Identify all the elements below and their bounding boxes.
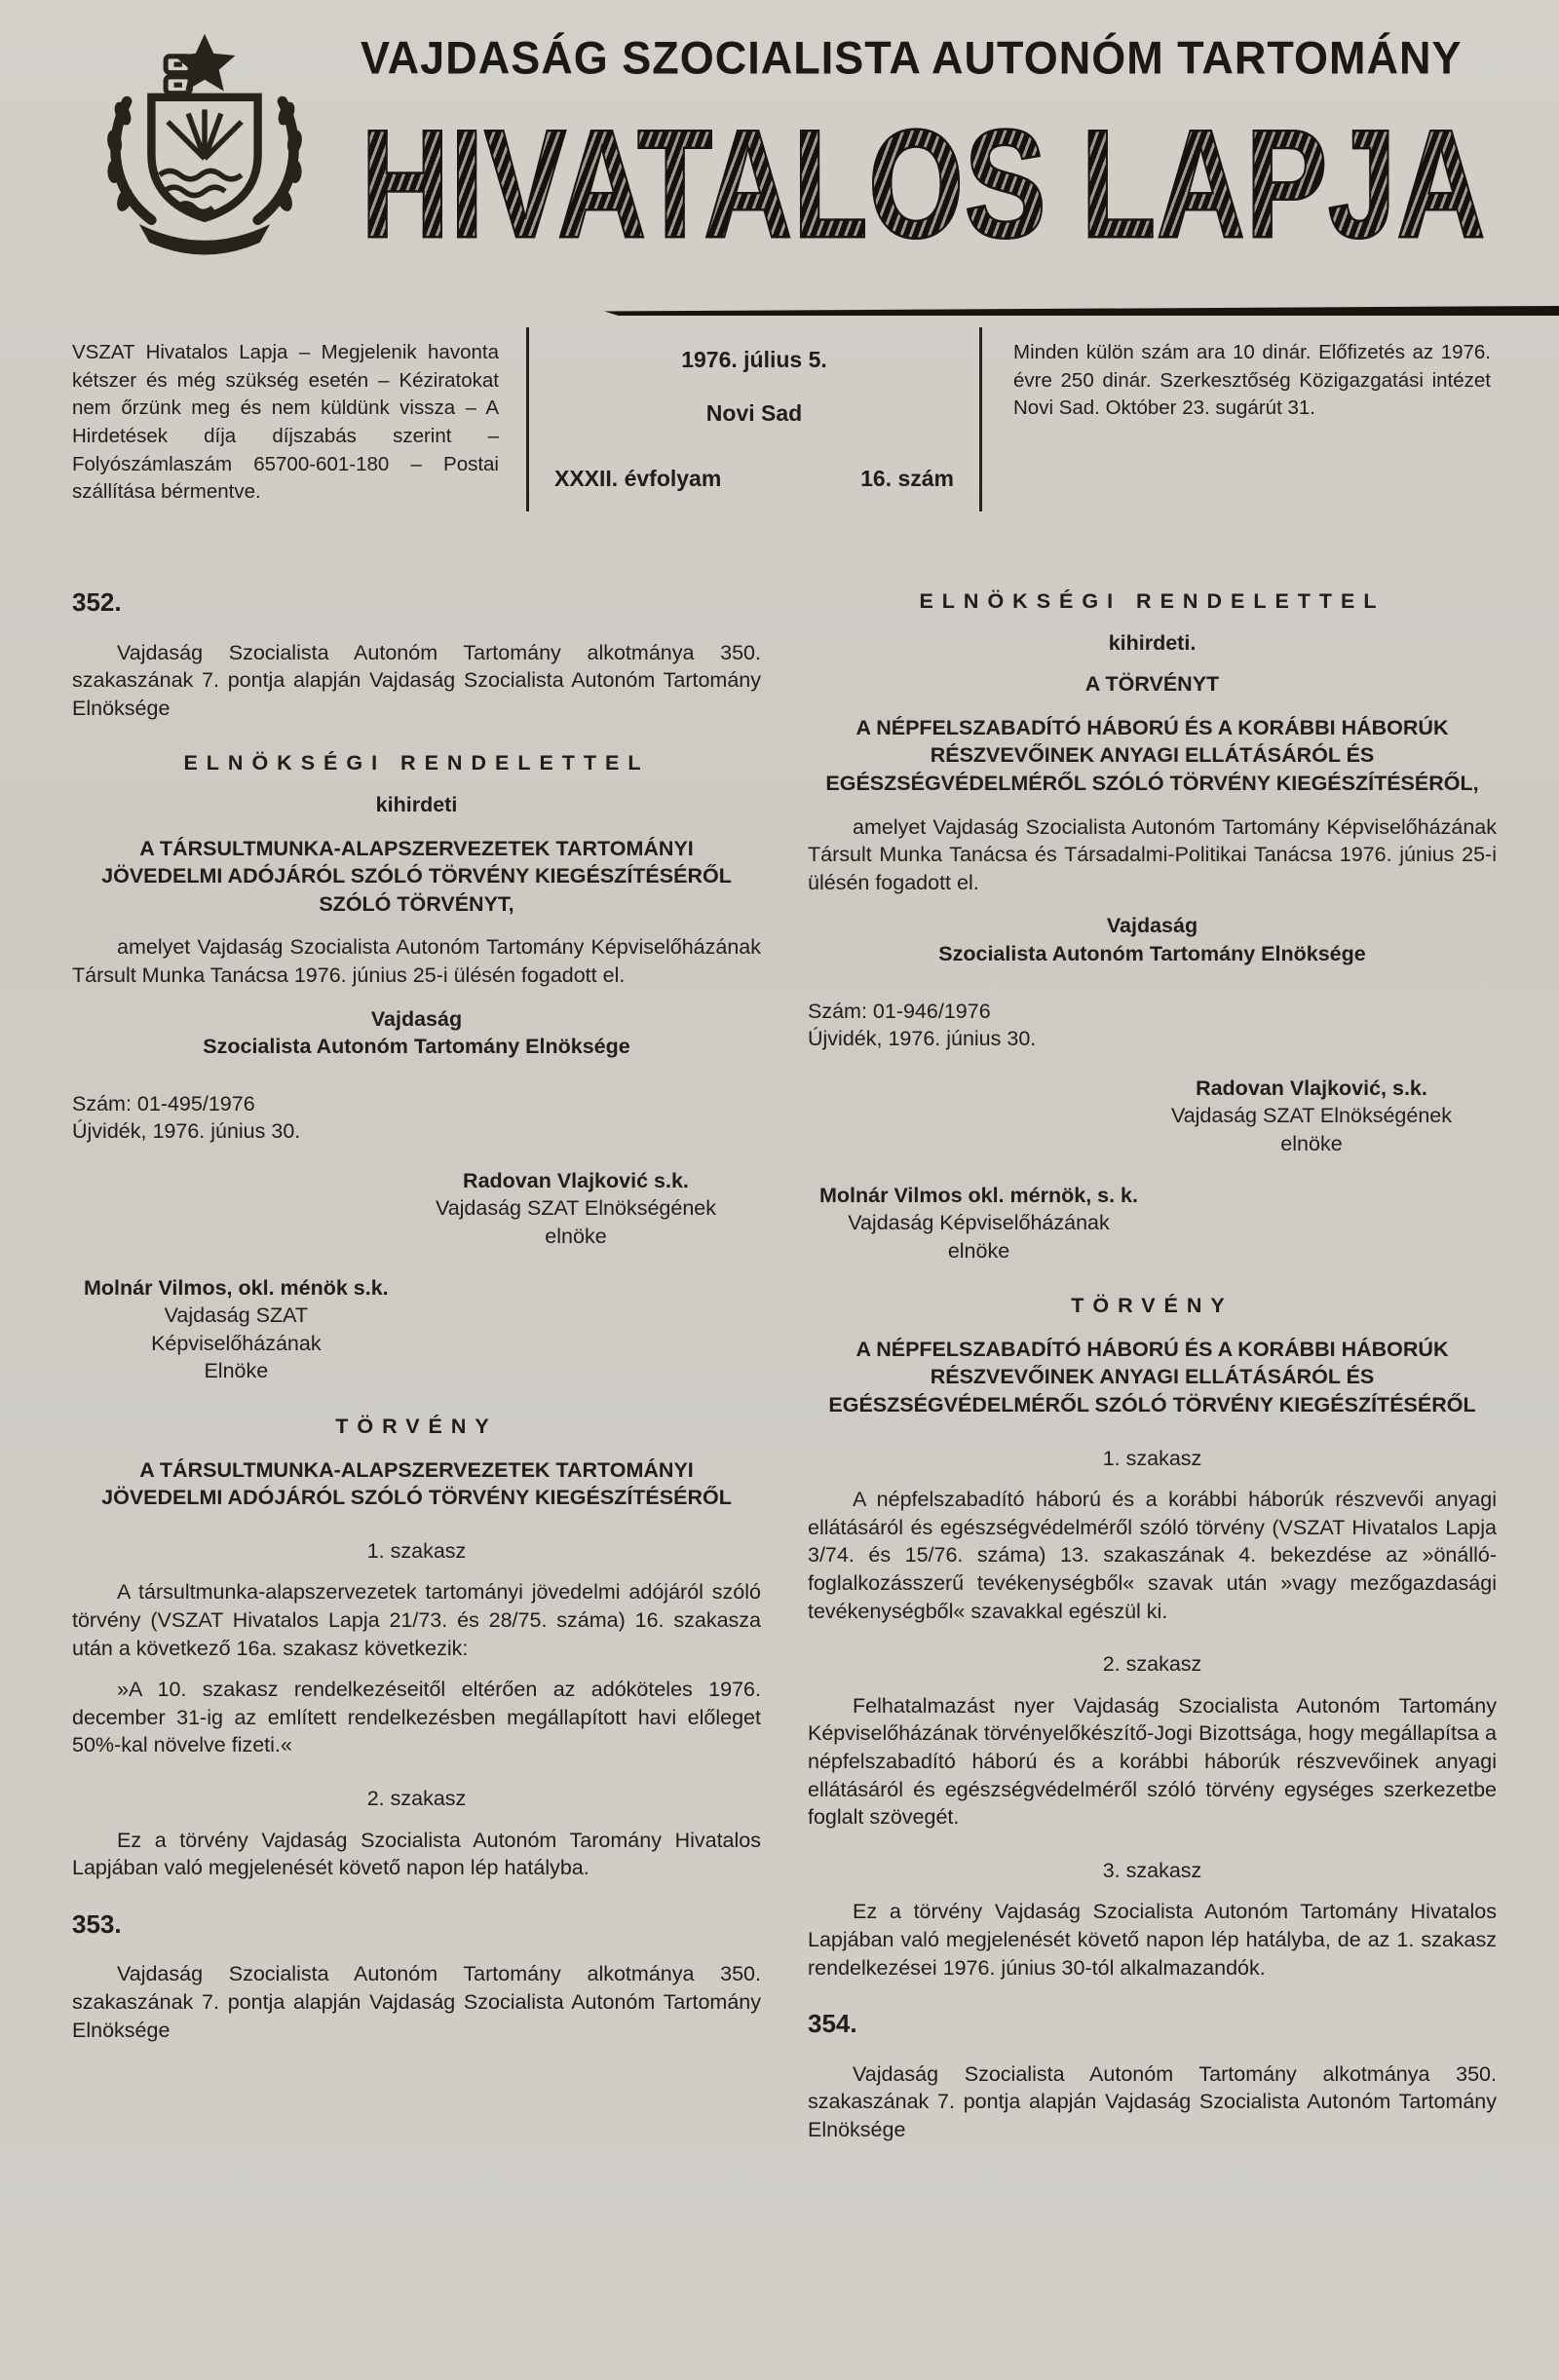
volume-label: XXXII. évfolyam bbox=[554, 466, 722, 491]
reference-block: Szám: 01-946/1976 Újvidék, 1976. június 30. bbox=[808, 999, 1037, 1051]
section-label: 3. szakasz bbox=[1102, 1858, 1202, 1882]
law-title: A TÁRSULTMUNKA-ALAPSZERVEZETEK TARTOMÁNYI JÖVEDELMI ADÓJÁRÓL SZÓLÓ TÖRVÉNY KIEGÉSZÍTÉSÉRŐL SZÓLÓ TÖRVÉNYT, bbox=[101, 836, 732, 916]
signature-block: Molnár Vilmos, okl. ménök s.k. Vajdaság SZAT Képviselőházának Elnöke bbox=[84, 1275, 389, 1383]
volume-issue-row bbox=[554, 466, 954, 492]
right-column bbox=[808, 560, 1497, 2158]
decree-heading: ELNÖKSÉGI RENDELETTEL bbox=[183, 751, 650, 775]
masthead-info bbox=[72, 327, 1491, 511]
issue-date: 1976. július 5. bbox=[681, 347, 827, 372]
law-title: A NÉPFELSZABADÍTÓ HÁBORÚ ÉS A KORÁBBI HÁBORÚK RÉSZVEVŐINEK ANYAGI ELLÁTÁSÁRÓL ÉS EGÉSZSÉGVÉDELMÉRŐL SZÓLÓ TÖRVÉNY KIEGÉSZÍTÉSÉRŐL, bbox=[825, 715, 1479, 795]
law-title-lead: A TÖRVÉNYT bbox=[1084, 672, 1220, 697]
paragraph: amelyet Vajdaság Szocialista Autonóm Tartomány Képviselőházának Társult Munka Tanácsa 1976. június 25-i ülésén fogadott el. bbox=[72, 935, 761, 987]
header-rule bbox=[604, 306, 1559, 316]
paragraph: A társultmunka-alapszervezetek tartományi jövedelmi adójáról szóló törvény (VSZAT Hivatalos Lapja 21/73. és 28/75. száma) 16. szakasza után a következő 16a. szakasz következik: bbox=[72, 1580, 761, 1660]
law-title: A TÁRSULTMUNKA-ALAPSZERVEZETEK TARTOMÁNYI JÖVEDELMI ADÓJÁRÓL SZÓLÓ TÖRVÉNY KIEGÉSZÍTÉSÉRŐL bbox=[101, 1457, 732, 1510]
issue-box bbox=[526, 327, 982, 511]
section-label: 1. szakasz bbox=[1102, 1446, 1202, 1470]
law-heading: TÖRVÉNY bbox=[1071, 1294, 1234, 1318]
section-label: 1. szakasz bbox=[366, 1538, 467, 1563]
paragraph: Vajdaság Szocialista Autonóm Tartomány alkotmánya 350. szakaszának 7. pontja alapján Vajdaság Szocialista Autonóm Tartomány Elnöksége bbox=[72, 640, 761, 720]
signature-block: Radovan Vlajković s.k. Vajdaság SZAT Elnökségének elnöke bbox=[435, 1168, 716, 1249]
reference-block: Szám: 01-495/1976 Újvidék, 1976. június 30. bbox=[72, 1091, 301, 1144]
article-number-354: 354. bbox=[808, 2009, 857, 2039]
decree-heading: ELNÖKSÉGI RENDELETTEL bbox=[919, 589, 1386, 613]
signature-block: Radovan Vlajković, s.k. Vajdaság SZAT Elnökségének elnöke bbox=[1170, 1076, 1452, 1155]
issue-city: Novi Sad bbox=[705, 400, 803, 426]
paragraph: Ez a törvény Vajdaság Szocialista Autonóm Taromány Hivatalos Lapjában való megjelenését követő napon lép hatályba. bbox=[72, 1828, 761, 1880]
section-label: 2. szakasz bbox=[366, 1786, 467, 1810]
paragraph: Ez a törvény Vajdaság Szocialista Autonóm Tartomány Hivatalos Lapjában való megjelenését követő napon lép hatályba, de az 1. szakasz rendelkezései 1976. június 30-tól alkalmazandók. bbox=[808, 1900, 1497, 1980]
article-columns bbox=[0, 560, 1559, 2158]
promulgation-word: kihirdeti bbox=[375, 792, 458, 816]
article-number-353: 353. bbox=[72, 1908, 122, 1939]
left-column bbox=[72, 560, 761, 2158]
issue-number: 16. szám bbox=[860, 466, 954, 491]
paragraph: Vajdaság Szocialista Autonóm Tartomány alkotmánya 350. szakaszának 7. pontja alapján Vajdaság Szocialista Autonóm Tartomány Elnöksége bbox=[808, 2061, 1497, 2141]
article-number-352: 352. bbox=[72, 587, 122, 617]
signature-block: Molnár Vilmos okl. mérnök, s. k. Vajdaság Képviselőházának elnöke bbox=[819, 1183, 1138, 1263]
paragraph: amelyet Vajdaság Szocialista Autonóm Tartomány Képviselőházának Társult Munka Tanácsa és Társadalmi-Politikai Tanácsa 1976. június 25-i ülésén fogadott el. bbox=[808, 814, 1497, 894]
paragraph: Vajdaság Szocialista Autonóm Tartomány alkotmánya 350. szakaszának 7. pontja alapján Vajdaság Szocialista Autonóm Tartomány Elnöksége bbox=[72, 1962, 761, 2042]
coat-of-arms-icon bbox=[82, 25, 327, 259]
issuing-body: Vajdaság Szocialista Autonóm Tartomány Elnöksége bbox=[203, 1006, 630, 1059]
publication-notes: VSZAT Hivatalos Lapja – Megjelenik havonta kétszer és még szükség esetén – Kéziratokat nem őrzünk meg és nem küldünk vissza – A Hirdetések díja díjszabás szerint – Folyószámlaszám 65700-601-180 – Postai szállítása bérmentve. bbox=[72, 341, 499, 504]
paragraph: »A 10. szakasz rendelkezéseitől eltérően az adóköteles 1976. december 31-ig az említett rendelkezésben megállapított havi előleget 50%-kal növelve fizeti.« bbox=[72, 1678, 761, 1757]
issuing-body: Vajdaság Szocialista Autonóm Tartomány Elnöksége bbox=[938, 914, 1366, 965]
law-title: A NÉPFELSZABADÍTÓ HÁBORÚ ÉS A KORÁBBI HÁBORÚK RÉSZVEVŐINEK ANYAGI ELLÁTÁSÁRÓL ÉS EGÉSZSÉGVÉDELMÉRŐL SZÓLÓ TÖRVÉNY KIEGÉSZÍTÉSÉRŐL bbox=[828, 1337, 1476, 1417]
promulgation-word: kihirdeti. bbox=[1108, 630, 1197, 655]
province-title: VAJDASÁG SZOCIALISTA AUTONÓM TARTOMÁNY bbox=[361, 31, 1463, 85]
subscription-notes: Minden külön szám ara 10 dinár. Előfizetés az 1976. évre 250 dinár. Szerkesztőség Közigazgatási intézet Novi Sad. Október 23. sugárút 31. bbox=[1013, 341, 1491, 420]
gazette-title: HIVATALOS LAPJA bbox=[361, 95, 1486, 272]
header-titles bbox=[327, 25, 1533, 270]
section-label: 2. szakasz bbox=[1102, 1652, 1202, 1677]
masthead-header bbox=[0, 0, 1559, 270]
law-heading: TÖRVÉNY bbox=[335, 1415, 498, 1439]
paragraph: A népfelszabadító háború és a korábbi háborúk részvevői anyagi ellátásáról és egészségvédelméről szóló törvény (VSZAT Hivatalos Lapja 3/74. és 15/76. száma) 13. szakaszának 4. bekezdése az »önálló-foglalkozásszerű tevékenységből« szavak után »vagy mezőgazdasági tevékenységből« szavakkal egészül ki. bbox=[808, 1488, 1497, 1623]
paragraph: Felhatalmazást nyer Vajdaság Szocialista Autonóm Tartomány Képviselőházának törvényelőkészítő-Jogi Bizottsága, hogy megállapítsa a népfelszabadító háború és a korábbi háborúk részvevőinek anyagi ellátásáról és egészségvédelméről szóló törvény egységes szerkezetbe foglalt szövegét. bbox=[808, 1693, 1497, 1830]
